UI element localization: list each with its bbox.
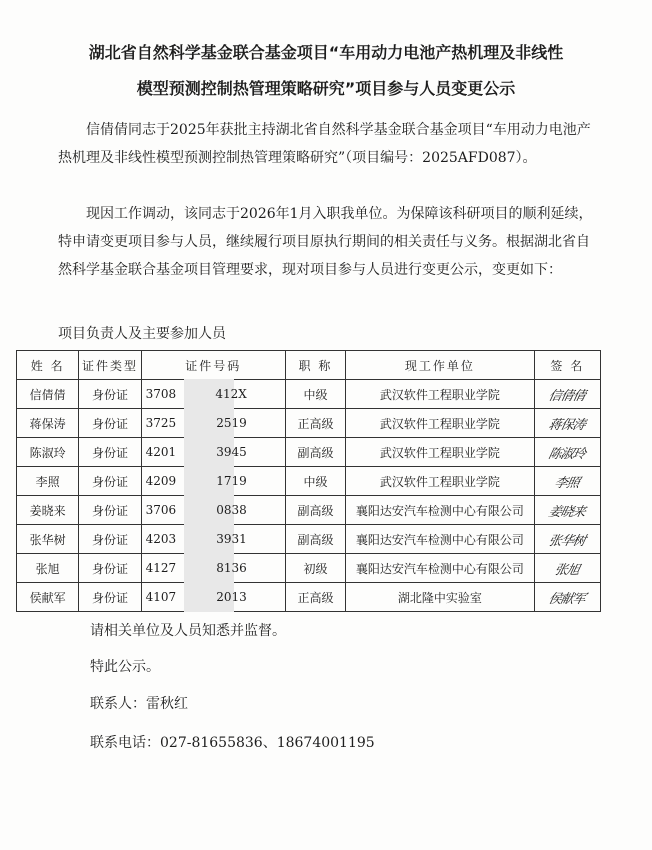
cell-id-type: 身份证 <box>79 583 141 612</box>
cell-name: 张华树 <box>17 525 79 554</box>
cell-name: 蒋保涛 <box>17 409 79 438</box>
id-suffix: 412X <box>215 387 247 401</box>
cell-signature <box>534 525 600 554</box>
footer-announcement: 特此公示。 <box>90 659 160 675</box>
cell-name: 信倩倩 <box>17 380 79 409</box>
header-id-number: 证件号码 <box>141 351 285 380</box>
cell-id-number <box>141 496 285 525</box>
cell-title: 正高级 <box>285 583 345 612</box>
handwritten-signature: 侯献军 <box>547 591 587 607</box>
cell-work-unit: 武汉软件工程职业学院 <box>346 438 535 467</box>
table-row <box>17 438 601 467</box>
id-suffix: 2013 <box>216 590 247 604</box>
footer-contact-person: 联系人：雷秋红 <box>90 696 188 712</box>
footer-contact-phone: 联系电话：027-81655836、18674001195 <box>90 735 375 751</box>
id-suffix: 2519 <box>216 416 247 430</box>
cell-id-type: 身份证 <box>79 554 141 583</box>
id-prefix: 4107 <box>145 590 177 604</box>
handwritten-signature: 信倩倩 <box>547 388 587 404</box>
id-prefix: 4201 <box>145 445 177 459</box>
cell-title: 中级 <box>285 380 345 409</box>
cell-id-type: 身份证 <box>79 525 141 554</box>
header-title: 职 称 <box>285 351 345 380</box>
document-title-line-1: 湖北省自然科学基金联合基金项目“车用动力电池产热机理及非线性 <box>88 43 564 62</box>
cell-id-type: 身份证 <box>79 380 141 409</box>
cell-name: 姜晓来 <box>17 496 79 525</box>
header-work-unit: 现工作单位 <box>346 351 535 380</box>
cell-name: 李照 <box>17 467 79 496</box>
id-prefix: 3706 <box>145 503 177 517</box>
cell-id-type: 身份证 <box>79 467 141 496</box>
cell-id-number <box>141 525 285 554</box>
id-suffix: 1719 <box>216 474 247 488</box>
table-row <box>17 583 601 612</box>
handwritten-signature: 张旭 <box>553 562 581 578</box>
cell-signature <box>534 583 600 612</box>
cell-id-number <box>141 438 285 467</box>
cell-id-number <box>141 409 285 438</box>
cell-id-number <box>141 467 285 496</box>
cell-title: 初级 <box>285 554 345 583</box>
handwritten-signature: 李照 <box>553 475 581 491</box>
cell-name: 陈淑玲 <box>17 438 79 467</box>
header-signature: 签 名 <box>534 351 600 380</box>
id-suffix: 0838 <box>216 503 247 517</box>
id-prefix: 4203 <box>145 532 177 546</box>
paragraph-intro <box>58 116 598 172</box>
cell-work-unit: 武汉软件工程职业学院 <box>346 467 535 496</box>
cell-signature <box>534 496 600 525</box>
cell-title: 中级 <box>285 467 345 496</box>
cell-signature <box>534 438 600 467</box>
table-row <box>17 496 601 525</box>
cell-name: 侯献军 <box>17 583 79 612</box>
cell-id-number <box>141 380 285 409</box>
id-suffix: 3931 <box>216 532 247 546</box>
cell-signature <box>534 409 600 438</box>
cell-work-unit: 湖北隆中实验室 <box>346 583 535 612</box>
cell-title: 副高级 <box>285 496 345 525</box>
id-prefix: 3708 <box>145 387 177 401</box>
id-prefix: 4127 <box>145 561 177 575</box>
id-suffix: 8136 <box>216 561 247 575</box>
cell-work-unit: 襄阳达安汽车检测中心有限公司 <box>346 496 535 525</box>
id-prefix: 3725 <box>145 416 177 430</box>
handwritten-signature: 蒋保涛 <box>547 417 587 433</box>
cell-work-unit: 襄阳达安汽车检测中心有限公司 <box>346 525 535 554</box>
cell-name: 张旭 <box>17 554 79 583</box>
table-caption: 项目负责人及主要参加人员 <box>58 326 226 342</box>
cell-title: 副高级 <box>285 438 345 467</box>
header-id-type: 证件类型 <box>79 351 141 380</box>
paragraph-reason <box>58 200 598 284</box>
footer-notice: 请相关单位及人员知悉并监督。 <box>90 623 286 639</box>
id-suffix: 3945 <box>216 445 247 459</box>
handwritten-signature: 陈淑玲 <box>547 446 587 462</box>
id-prefix: 4209 <box>145 474 177 488</box>
paragraph-reason-text: 现因工作调动，该同志于2026年1月入职我单位。为保障该科研项目的顺利延续，特申请变更项目参与人员，继续履行项目原执行期间的相关责任与义务。根据湖北省自然科学基金联合基金项目管理要求，现对项目参与人员进行变更公示，变更如下： <box>58 206 593 278</box>
table-row <box>17 554 601 583</box>
cell-signature <box>534 467 600 496</box>
document-title-line-2: 模型预测控制热管理策略研究”项目参与人员变更公示 <box>136 79 516 98</box>
cell-work-unit: 武汉软件工程职业学院 <box>346 409 535 438</box>
header-name: 姓 名 <box>17 351 79 380</box>
cell-id-type: 身份证 <box>79 409 141 438</box>
table-header-row <box>17 351 601 380</box>
cell-title: 正高级 <box>285 409 345 438</box>
cell-signature <box>534 554 600 583</box>
table-row <box>17 525 601 554</box>
cell-id-type: 身份证 <box>79 438 141 467</box>
cell-id-number <box>141 554 285 583</box>
personnel-table <box>16 350 601 612</box>
handwritten-signature: 姜晓来 <box>547 504 587 520</box>
cell-work-unit: 襄阳达安汽车检测中心有限公司 <box>346 554 535 583</box>
cell-signature <box>534 380 600 409</box>
cell-work-unit: 武汉软件工程职业学院 <box>346 380 535 409</box>
cell-id-type: 身份证 <box>79 496 141 525</box>
handwritten-signature: 张华树 <box>547 533 587 549</box>
table-row <box>17 380 601 409</box>
cell-id-number <box>141 583 285 612</box>
paragraph-intro-text: 信倩倩同志于2025年获批主持湖北省自然科学基金联合基金项目“车用动力电池产热机理及非线性模型预测控制热管理策略研究”（项目编号：2025AFD087）。 <box>58 122 591 166</box>
table-row <box>17 409 601 438</box>
table-row <box>17 467 601 496</box>
cell-title: 副高级 <box>285 525 345 554</box>
